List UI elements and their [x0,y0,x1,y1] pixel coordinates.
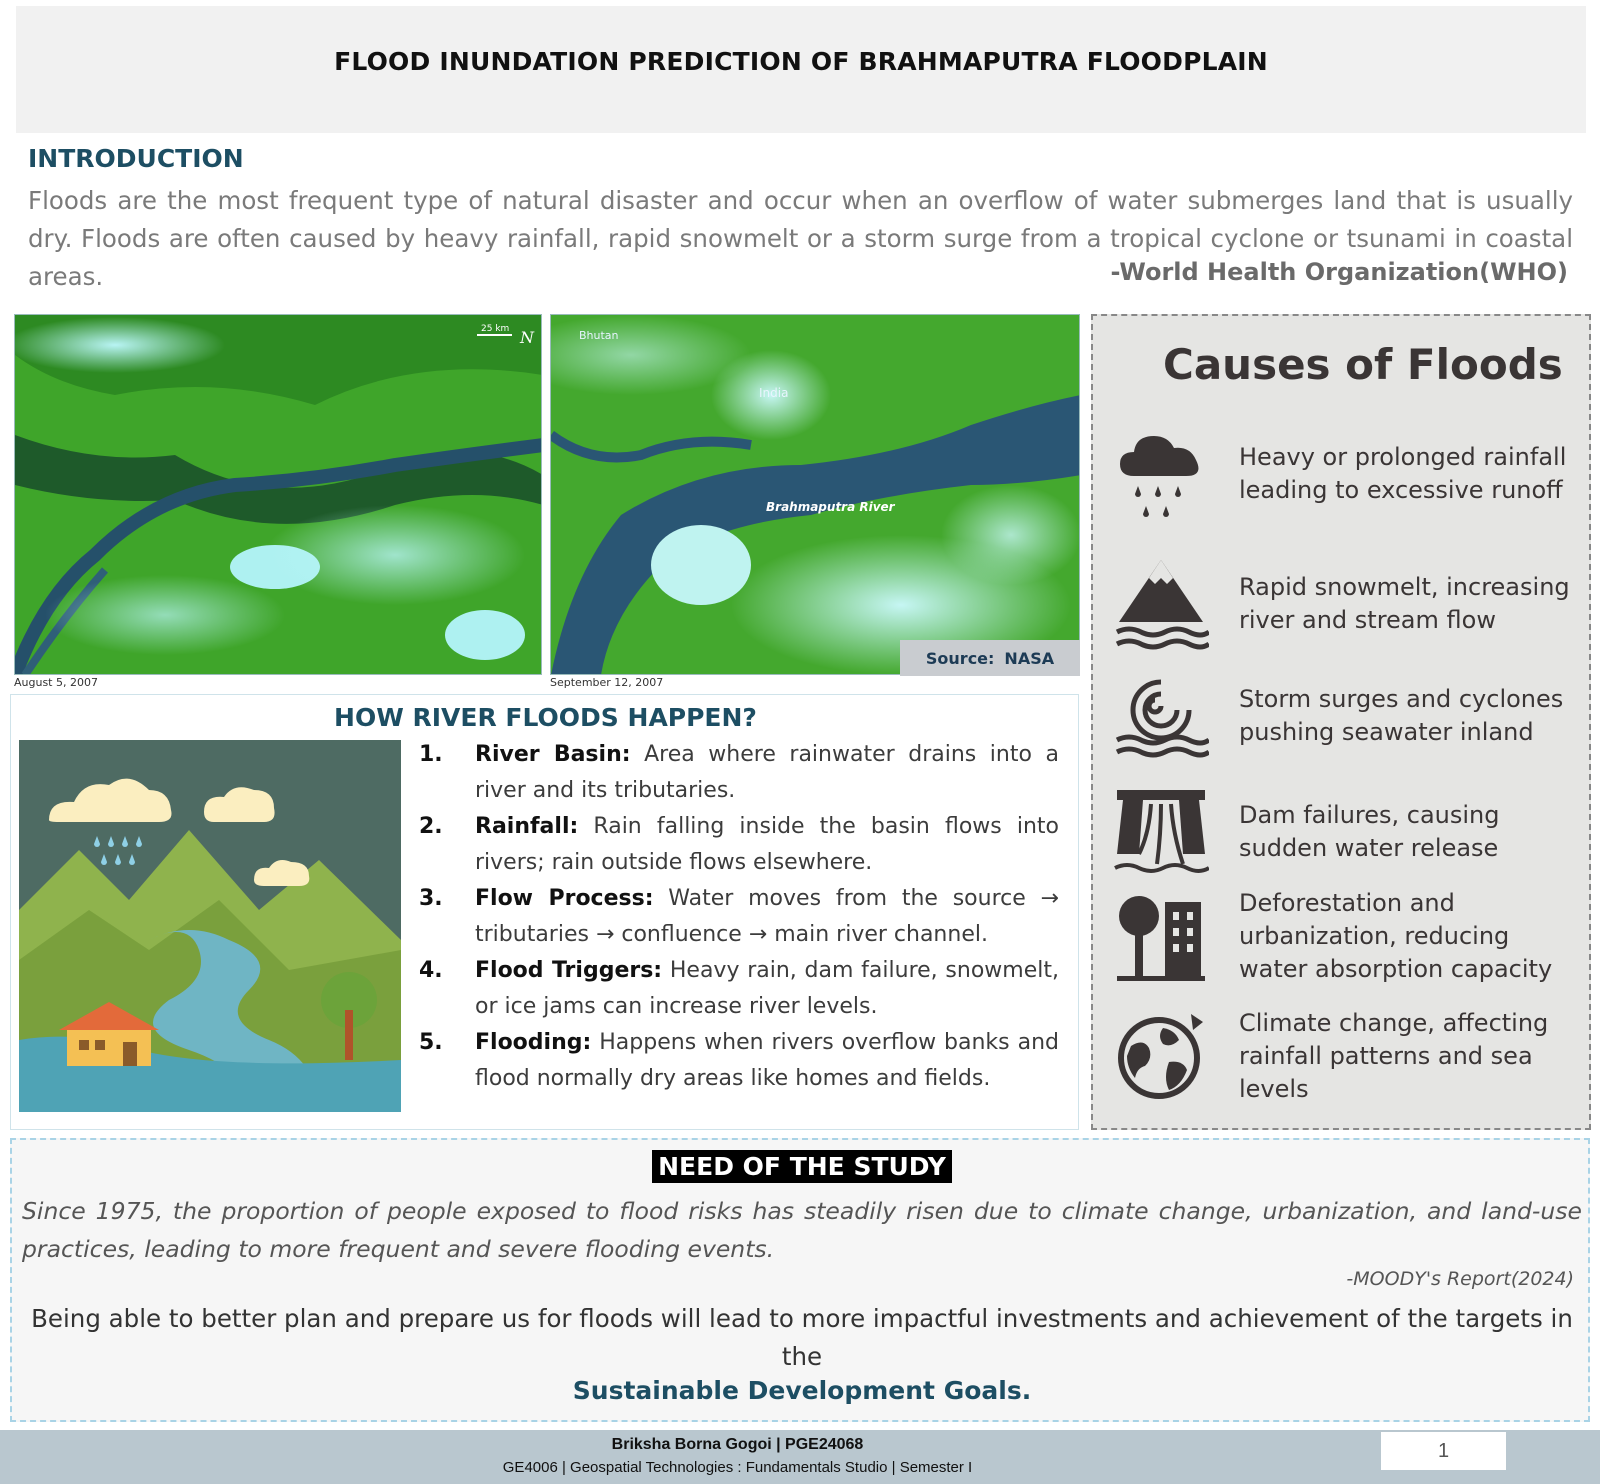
list-item [419,953,1059,1025]
list-item-text: Area where rainwater drains into a river and its tributaries. [475,742,1059,803]
list-item [419,1025,1059,1097]
need-of-study-panel [10,1138,1590,1422]
list-item [419,881,1059,953]
introduction-citation: -World Health Organization(WHO) [1110,258,1568,286]
page-number: 1 [1381,1432,1506,1470]
introduction-heading: INTRODUCTION [28,144,244,173]
list-item-term: Flow Process: [475,886,654,911]
list-item-number: 5. [419,1030,443,1055]
cause-text-rainfall: Heavy or prolonged rainfall leading to excessive runoff [1239,443,1567,504]
title-bar [16,6,1586,133]
author-name: Briksha Borna Gogoi | PGE24068 [611,1436,864,1453]
list-item [419,809,1059,881]
need-quote: Since 1975, the proportion of people exposed to flood risks has steadily risen due to climate change, urbanization, and land-use practices, leading to more frequent and severe flooding events. [22,1197,1582,1263]
list-item-text: Rain falling inside the basin flows into rivers; rain outside flows elsewhere. [475,814,1059,875]
list-item-number: 1. [419,742,443,767]
course-info: GE4006 | Geospatial Technologies : Fundamentals Studio | Semester I [502,1459,973,1476]
cause-text-storm: Storm surges and cyclones pushing seawater inland [1239,685,1564,746]
north-arrow-label: N [520,328,534,347]
cause-text-deforestation: Deforestation and urbanization, reducing water absorption capacity [1239,888,1553,983]
how-floods-title: HOW RIVER FLOODS HAPPEN? [334,703,757,732]
cause-item-dam [1111,782,1581,882]
rain-cloud-icon [1111,424,1211,524]
how-floods-list [419,737,1059,1097]
need-body: Being able to better plan and prepare us for floods will lead to more impactful investments and achievement of the targets in the [31,1304,1573,1371]
list-item [419,737,1059,809]
brahmaputra-river-label: Brahmaputra River [766,500,895,514]
satellite-image-august [14,314,542,675]
mountain-snow-icon [1111,554,1211,654]
cause-item-rainfall [1111,424,1581,524]
introduction-text: Floods are the most frequent type of natural disaster and occur when an overflow of water submerges land that is usually dry. Floods are often caused by heavy rainfall, rapid snowmelt or a storm surge from a tropical cyclone or tsunami in coastal areas. [28,186,1573,291]
need-citation: -MOODY's Report(2024) [1346,1268,1574,1290]
source-label: Source: [925,648,995,668]
satellite-image-september [550,314,1080,675]
cause-item-climate [1111,1006,1581,1106]
satellite-date-1: August 5, 2007 [14,676,98,689]
causes-panel [1091,314,1591,1130]
scale-bar-label: 25 km [481,324,510,334]
list-item-term: Flood Triggers: [475,958,663,983]
footer [0,1430,1600,1484]
cause-text-climate: Climate change, affecting rainfall patterns and sea levels [1239,1008,1549,1103]
list-item-number: 2. [419,814,443,839]
list-item-text: Heavy rain, dam failure, snowmelt, or ice jams can increase river levels. [475,958,1059,1019]
causes-title: Causes of Floods [1163,340,1563,389]
dam-icon [1111,782,1211,882]
river-flood-illustration [19,740,401,1112]
satellite-date-2: September 12, 2007 [550,676,664,689]
globe-icon [1111,1006,1211,1106]
bhutan-label: Bhutan [579,329,619,342]
tree-building-icon [1111,886,1211,986]
need-title: NEED OF THE STUDY [652,1150,952,1183]
sdg-text: Sustainable Development Goals. [572,1376,1032,1405]
cause-text-snowmelt: Rapid snowmelt, increasing river and stream flow [1239,573,1570,634]
list-item-number: 4. [419,958,443,983]
india-label: India [759,386,789,400]
list-item-text: Happens when rivers overflow banks and flood normally dry areas like homes and fields. [475,1030,1059,1091]
cause-text-dam: Dam failures, causing sudden water release [1239,801,1500,862]
cyclone-icon [1111,666,1211,766]
list-item-term: River Basin: [475,742,631,767]
list-item-number: 3. [419,886,443,911]
list-item-term: Flooding: [475,1030,592,1055]
page-title: FLOOD INUNDATION PREDICTION OF BRAHMAPUTRA FLOODPLAIN [334,47,1268,76]
how-floods-panel [10,694,1079,1130]
cause-item-snowmelt [1111,554,1581,654]
list-item-term: Rainfall: [475,814,579,839]
list-item-text: Water moves from the source → tributaries → confluence → main river channel. [475,886,1059,947]
cause-item-storm [1111,666,1581,766]
source-badge [900,640,1080,676]
cause-item-deforestation [1111,886,1581,986]
source-value: NASA [1004,648,1055,668]
